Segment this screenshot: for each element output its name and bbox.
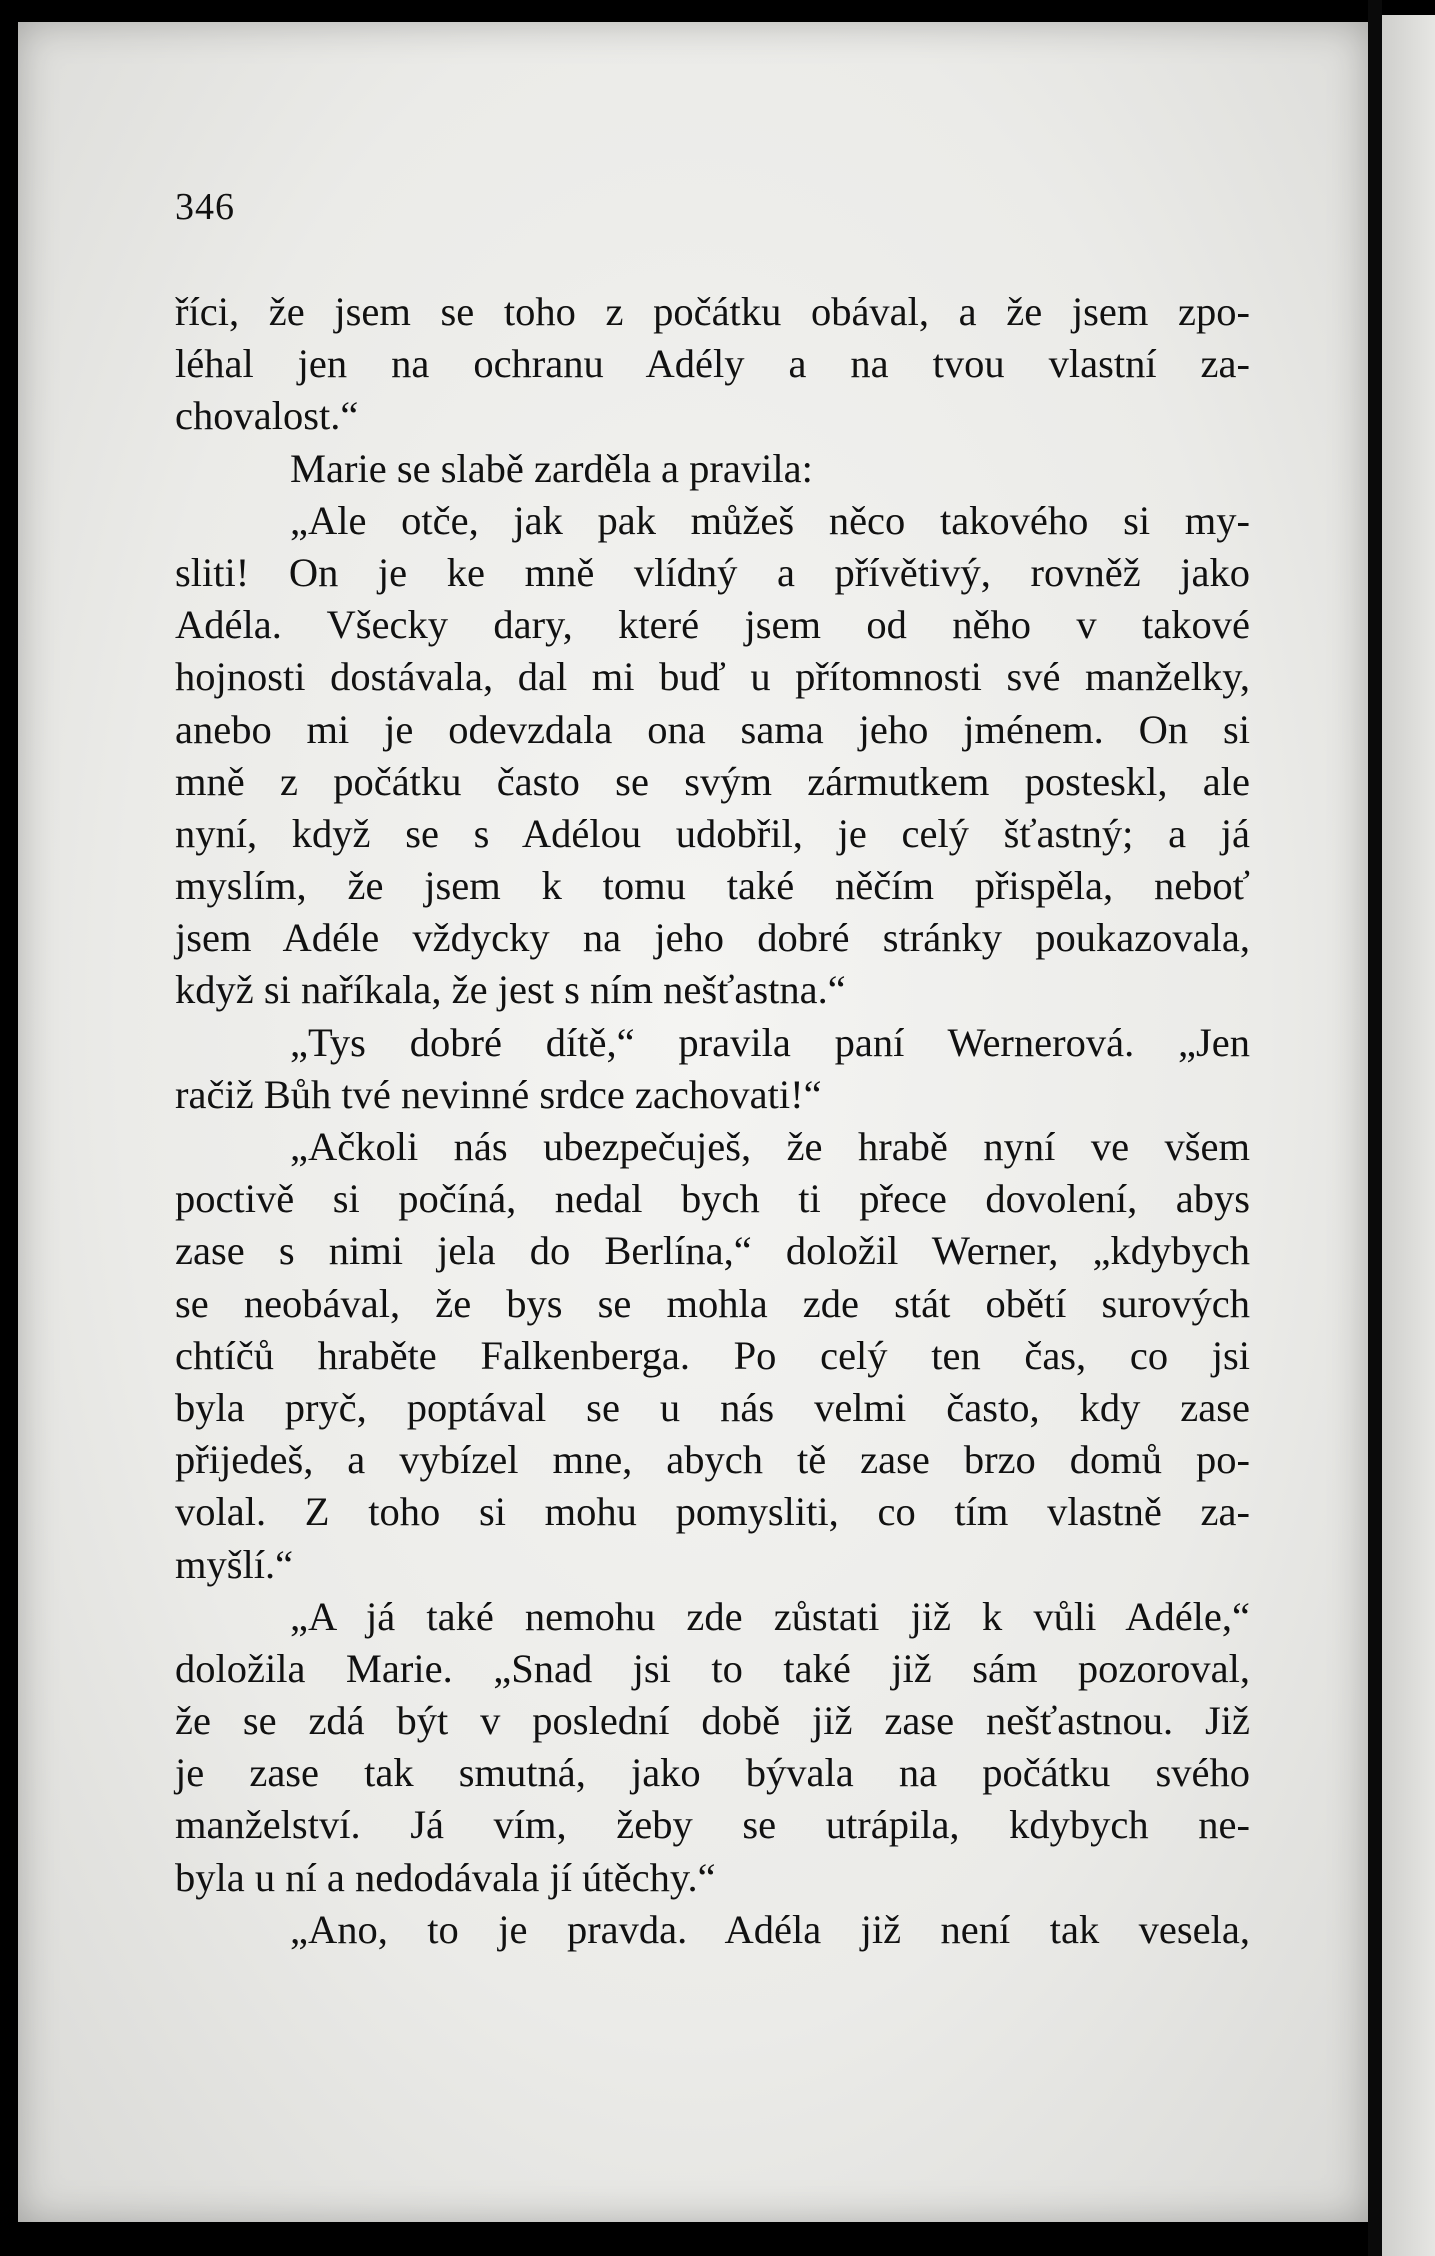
- text-line: sliti! On je ke mně vlídný a přívětivý, rovněž jako: [175, 549, 1250, 595]
- text-line: poctivě si počíná, nedal bych ti přece dovolení, abys: [175, 1176, 1250, 1222]
- next-page-edge: [1382, 15, 1435, 2256]
- body-text: [175, 286, 1250, 1956]
- text-line: volal. Z toho si mohu pomysliti, co tím vlastně za-: [175, 1489, 1250, 1535]
- text-line: myšlí.“: [175, 1541, 294, 1587]
- page-number: 346: [175, 186, 235, 228]
- text-line: mně z počátku často se svým zármutkem posteskl, ale: [175, 758, 1250, 804]
- text-line: když si naříkala, že jest s ním nešťastna.“: [175, 967, 846, 1013]
- text-line: „Ačkoli nás ubezpečuješ, že hrabě nyní ve všem: [290, 1124, 1250, 1169]
- text-line: nyní, když se s Adélou udobřil, je celý šťastný; a já: [175, 810, 1250, 856]
- text-line: doložila Marie. „Snad jsi to také již sám pozoroval,: [175, 1645, 1250, 1691]
- text-line: říci, že jsem se toho z počátku obával, a že jsem zpo-: [175, 289, 1250, 334]
- text-line: je zase tak smutná, jako bývala na počátku svého: [175, 1750, 1250, 1796]
- text-line: račiž Bůh tvé nevinné srdce zachovati!“: [175, 1071, 822, 1117]
- text-line: léhal jen na ochranu Adély a na tvou vlastní za-: [175, 341, 1250, 387]
- page-gutter: [1368, 0, 1382, 2256]
- text-line: Adéla. Všecky dary, které jsem od něho v takové: [175, 602, 1250, 648]
- text-line: že se zdá být v poslední době již zase nešťastnou. Již: [175, 1698, 1250, 1744]
- text-line: manželství. Já vím, žeby se utrápila, kdybych ne-: [175, 1802, 1250, 1848]
- text-line: „A já také nemohu zde zůstati již k vůli Adéle,“: [290, 1593, 1250, 1639]
- text-line: přijedeš, a vybízel mne, abych tě zase brzo domů po-: [175, 1437, 1250, 1483]
- text-line: se neobával, že bys se mohla zde stát obětí surových: [175, 1280, 1250, 1326]
- text-line: myslím, že jsem k tomu také něčím přispěla, neboť: [175, 863, 1250, 909]
- text-line: „Ano, to je pravda. Adéla již není tak vesela,: [290, 1906, 1250, 1952]
- text-line: jsem Adéle vždycky na jeho dobré stránky poukazovala,: [175, 915, 1250, 961]
- text-line: byla u ní a nedodávala jí útěchy.“: [175, 1854, 716, 1900]
- text-line: Marie se slabě zarděla a pravila:: [290, 445, 813, 491]
- text-line: „Ale otče, jak pak můžeš něco takového si my-: [290, 497, 1250, 543]
- text-line: zase s nimi jela do Berlína,“ doložil Werner, „kdybych: [175, 1228, 1250, 1274]
- text-line: byla pryč, poptával se u nás velmi často, kdy zase: [175, 1384, 1250, 1430]
- text-line: anebo mi je odevzdala ona sama jeho jménem. On si: [175, 706, 1250, 752]
- text-line: „Tys dobré dítě,“ pravila paní Wernerová. „Jen: [290, 1019, 1250, 1065]
- text-line: chtíčů hraběte Falkenberga. Po celý ten čas, co jsi: [175, 1332, 1250, 1378]
- text-line: hojnosti dostávala, dal mi buď u přítomnosti své manželky,: [175, 654, 1250, 700]
- text-line: chovalost.“: [175, 393, 359, 439]
